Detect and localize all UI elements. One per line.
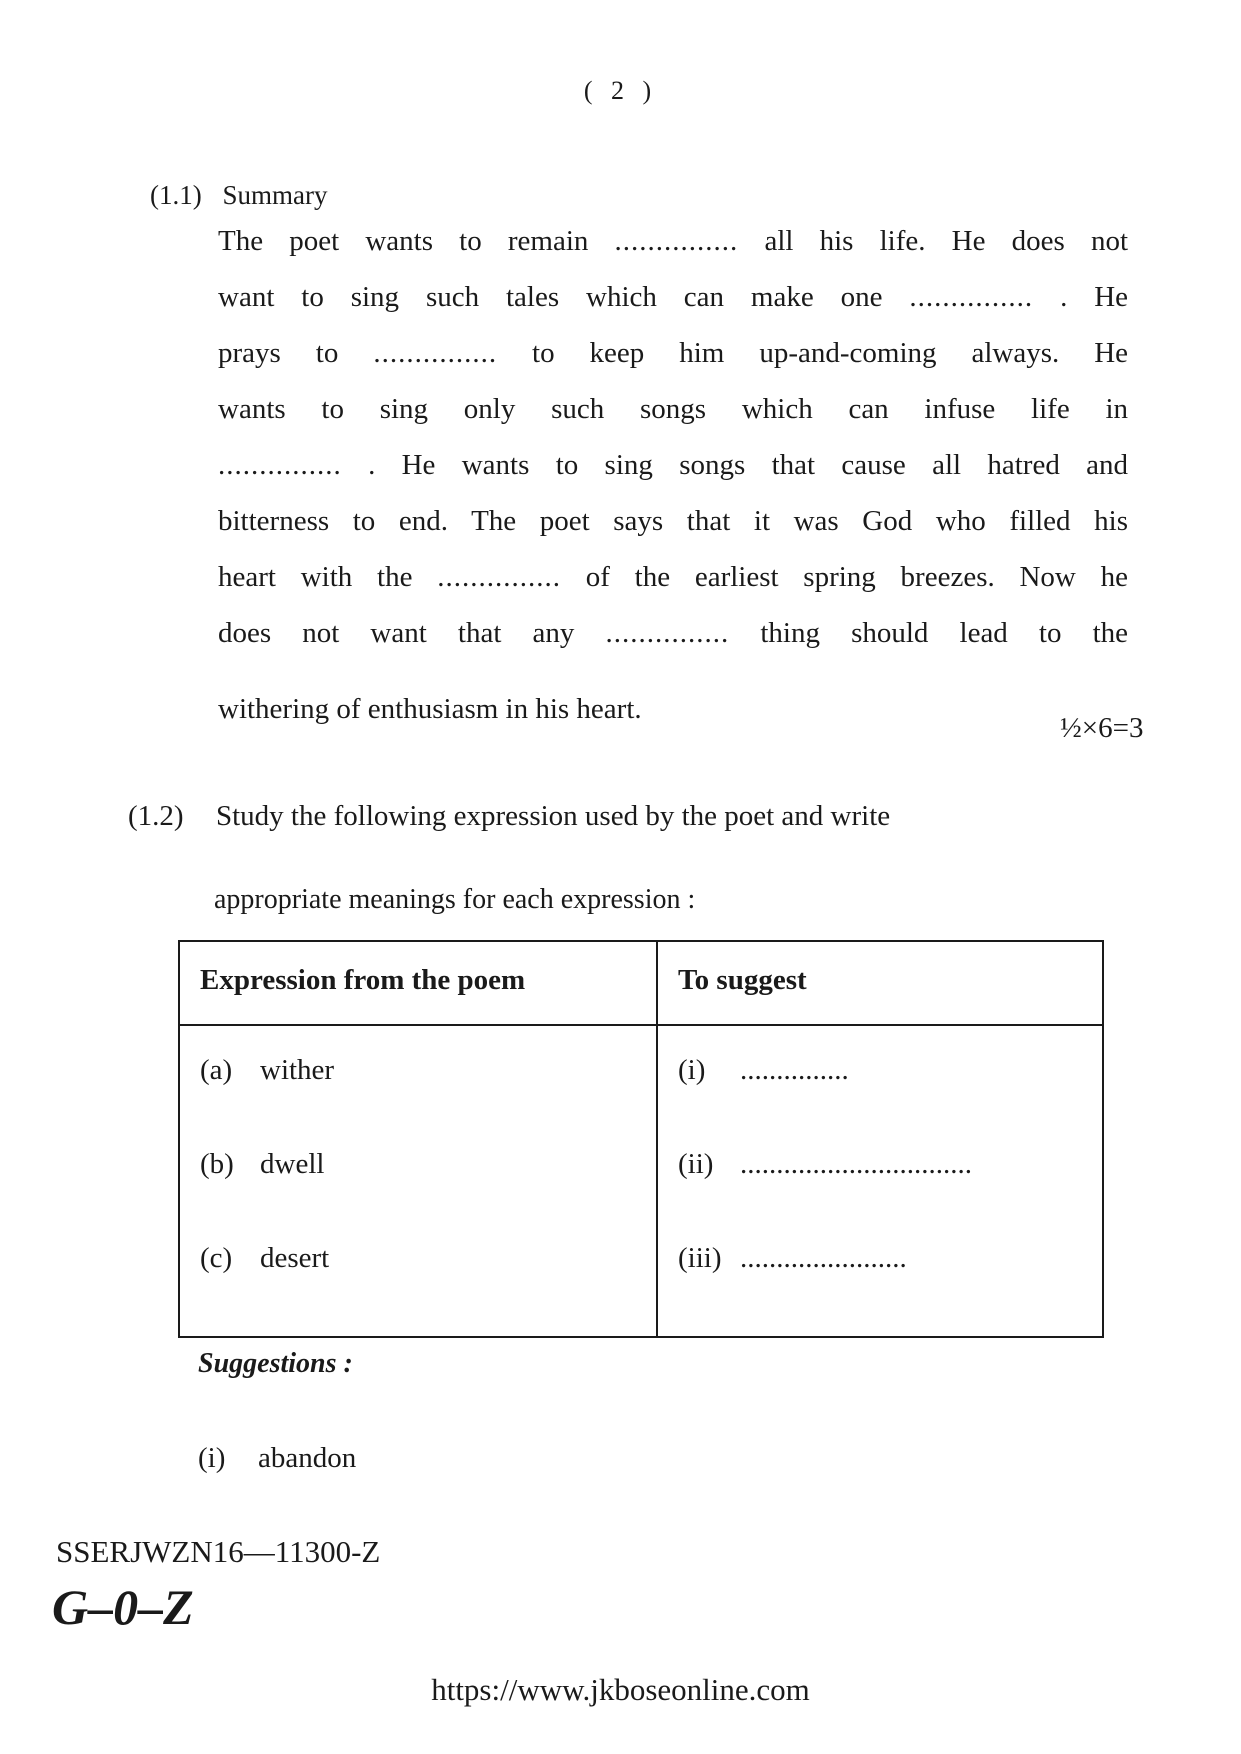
page-number: ( 2 ): [583, 76, 658, 105]
summary-line: [218, 393, 1128, 426]
question-title: Summary: [222, 180, 328, 210]
summary-text: . He: [1060, 281, 1129, 313]
row-label: (iii): [678, 1242, 722, 1274]
expression-text: desert: [260, 1242, 330, 1274]
row-label: (i): [678, 1054, 706, 1086]
summary-text: wants to sing only such songs which can infuse life in: [218, 393, 1128, 425]
row-label: (ii): [678, 1148, 714, 1180]
suggestion-item: [198, 1442, 356, 1475]
answer-blank: ...............: [909, 281, 1034, 313]
suggestion-label: (i): [198, 1442, 226, 1474]
summary-text: prays to: [218, 337, 339, 369]
set-code: G–0–Z: [52, 1579, 194, 1635]
row-label: (c): [200, 1242, 233, 1274]
row-label: (b): [200, 1148, 234, 1180]
paper-code: SSERJWZN16—11300-Z: [56, 1534, 381, 1569]
answer-blank: .......................: [740, 1242, 907, 1274]
summary-line: [218, 561, 1128, 594]
question-1-1-heading: [150, 180, 327, 211]
table-header-suggest: To suggest: [657, 941, 1103, 1025]
answer-blank: ...............: [614, 225, 739, 257]
prompt-line-1: Study the following expression used by the poet and write: [216, 800, 891, 832]
summary-line: [218, 617, 1128, 650]
suggest-column: [657, 1025, 1103, 1337]
answer-blank: ...............: [218, 449, 342, 481]
row-label: (a): [200, 1054, 233, 1086]
summary-text: heart with the: [218, 561, 413, 593]
summary-text: The poet wants to remain: [218, 225, 589, 257]
table-row: [200, 1054, 656, 1148]
summary-line: [218, 449, 1128, 482]
summary-text: withering of enthusiasm in his heart.: [218, 693, 642, 725]
summary-text: thing should lead to the: [760, 617, 1129, 649]
table-row: [200, 1148, 656, 1242]
expressions-column: [179, 1025, 657, 1337]
suggestion-text: abandon: [258, 1442, 357, 1474]
summary-text: to keep him up-and-coming always. He: [532, 337, 1129, 369]
expression-text: dwell: [260, 1148, 325, 1180]
expression-text: wither: [260, 1054, 335, 1086]
table-row: [678, 1242, 1102, 1336]
answer-blank: ................................: [740, 1148, 972, 1180]
expression-table: [178, 940, 1104, 1338]
table-row: [678, 1054, 1102, 1148]
summary-line: [218, 337, 1128, 370]
source-url: https://www.jkboseonline.com: [431, 1672, 810, 1707]
question-number: (1.1): [150, 180, 202, 210]
summary-text: does not want that any: [218, 617, 575, 649]
table-header-expression: Expression from the poem: [179, 941, 657, 1025]
suggestions-heading: Suggestions :: [198, 1348, 353, 1379]
answer-blank: ...............: [740, 1054, 849, 1086]
answer-blank: ...............: [605, 617, 730, 649]
summary-line: [218, 225, 1128, 258]
question-1-2-prompt: [128, 800, 1128, 833]
table-row: [200, 1242, 656, 1336]
summary-line: [218, 693, 1128, 726]
summary-text: bitterness to end. The poet says that it was God who filled his: [218, 505, 1128, 537]
summary-text: . He wants to sing songs that cause all hatred and: [368, 449, 1128, 481]
table-row: [678, 1148, 1102, 1242]
prompt-line-2: appropriate meanings for each expression :: [214, 884, 696, 915]
marks-allocation: ½×6=3: [1060, 712, 1144, 744]
answer-blank: ...............: [437, 561, 561, 593]
summary-text: of the earliest spring breezes. Now he: [585, 561, 1129, 593]
question-number: (1.2): [128, 800, 184, 832]
summary-text: all his life. He does not: [764, 225, 1129, 257]
summary-line: [218, 281, 1128, 314]
summary-line: [218, 505, 1128, 538]
answer-blank: ...............: [373, 337, 498, 369]
summary-text: want to sing such tales which can make one: [218, 281, 883, 313]
